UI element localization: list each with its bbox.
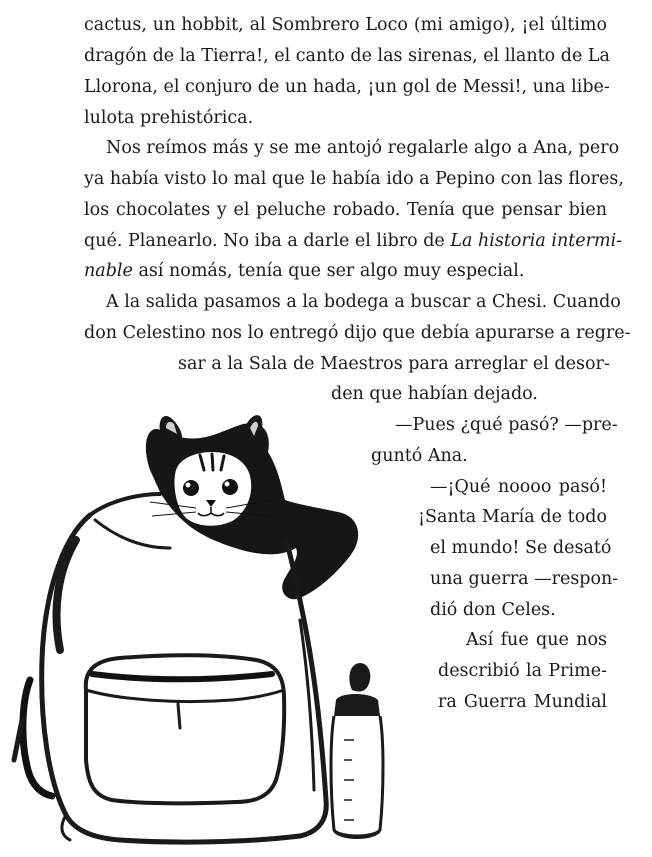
text-line: sar a la Sala de Maestros para arreglar el desor-: [178, 354, 610, 374]
text-segment: qué. Planearlo. No iba a darle el libro de: [84, 231, 451, 251]
text-line: cactus, un hobbit, al Sombrero Loco (mi amigo), ¡el último: [84, 15, 607, 35]
kitten-drawing: [146, 415, 358, 599]
text-line: Nos reímos más y se me antojó regalarle algo a Ana, pero: [106, 138, 620, 158]
text-line: —¡Qué noooo pasó!: [430, 477, 607, 497]
kitten-backpack-illustration: [0, 405, 420, 857]
text-line: Llorona, el conjuro de un hada, ¡un gol de Messi!, una libe-: [84, 77, 610, 97]
text-line: describió la Prime-: [438, 661, 607, 681]
text-line: una guerra —respon-: [430, 569, 619, 589]
text-line: A la salida pasamos a la bodega a buscar a Chesi. Cuando: [106, 292, 621, 312]
text-line: [84, 256, 607, 286]
text-line: dió don Celes.: [430, 600, 556, 620]
text-line: el mundo! Se desató: [430, 538, 612, 558]
text-line: guntó Ana.: [371, 446, 468, 466]
text-line: ya había visto lo mal que le había ido a Pepino con las flores,: [84, 169, 624, 189]
text-line: los chocolates y el peluche robado. Tenía que pensar bien: [84, 200, 607, 220]
text-segment: así nomás, tenía que ser algo muy especial.: [132, 261, 525, 281]
text-line: Así fue que nos: [466, 630, 607, 650]
text-line: dragón de la Tierra!, el canto de las sirenas, el llanto de La: [84, 46, 610, 66]
book-title-italic: nable: [84, 261, 133, 281]
text-line: [84, 226, 623, 256]
text-line: don Celestino nos lo entregó dijo que debía apurarse a regre-: [84, 323, 631, 343]
text-line: —Pues ¿qué pasó? —pre-: [395, 415, 618, 435]
text-line: den que habían dejado.: [331, 384, 538, 404]
baby-bottle-drawing: [331, 663, 383, 838]
text-line: lulota prehistórica.: [84, 108, 254, 128]
book-title-italic: La historia intermi-: [450, 231, 623, 251]
text-line: ra Guerra Mundial: [438, 692, 607, 712]
text-line: ¡Santa María de todo: [418, 507, 607, 527]
